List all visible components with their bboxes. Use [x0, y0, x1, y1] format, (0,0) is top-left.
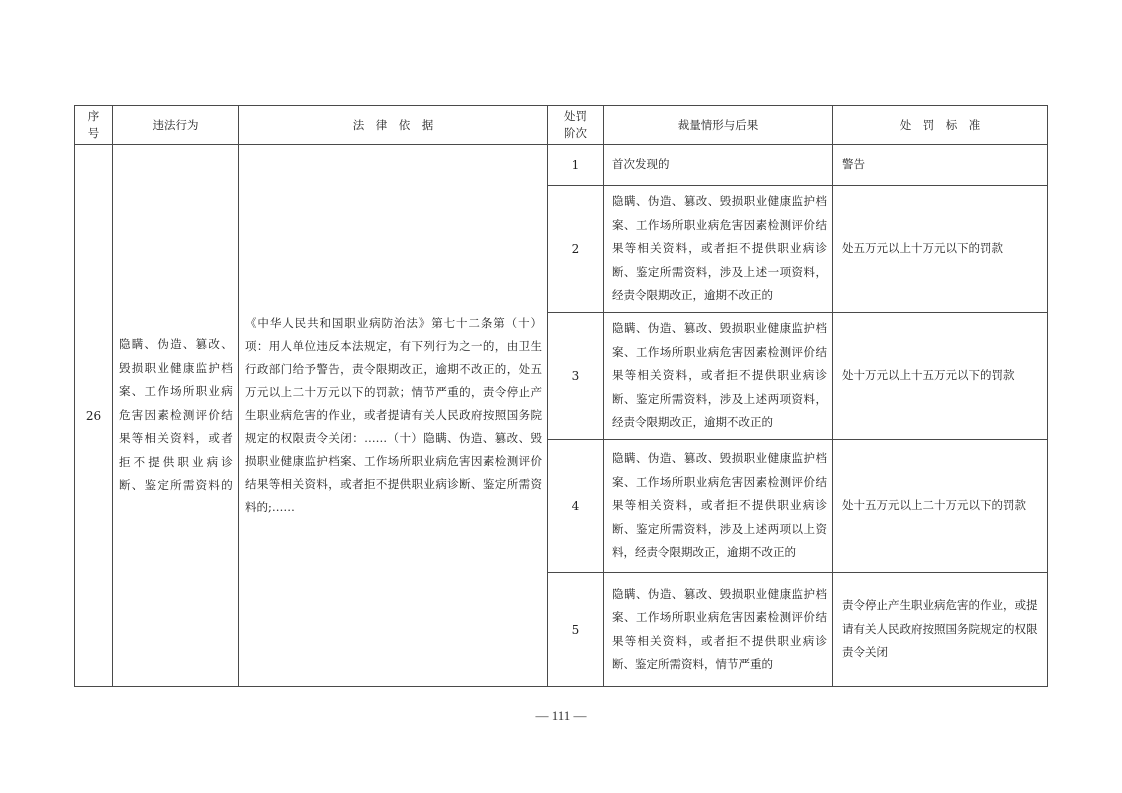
stage-number: 1 [548, 145, 604, 186]
stage-circumstances: 隐瞒、伪造、篡改、毁损职业健康监护档案、工作场所职业病危害因素检测评价结果等相关资料，或者拒不提供职业病诊断、鉴定所需资料，情节严重的 [604, 573, 833, 687]
table-row [75, 145, 1048, 186]
stage-standard: 警告 [833, 145, 1048, 186]
stage-standard: 处五万元以上十万元以下的罚款 [833, 186, 1048, 313]
stage-standard: 处十五万元以上二十万元以下的罚款 [833, 440, 1048, 573]
entry-seq: 26 [75, 145, 113, 687]
penalty-standards-table [74, 105, 1048, 687]
header-stage: 处罚 阶次 [548, 106, 604, 145]
stage-number: 2 [548, 186, 604, 313]
stage-standard: 处十万元以上十五万元以下的罚款 [833, 313, 1048, 440]
stage-number: 4 [548, 440, 604, 573]
header-seq: 序 号 [75, 106, 113, 145]
entry-legal-basis: 《中华人民共和国职业病防治法》第七十二条第（十）项：用人单位违反本法规定，有下列行为之一的，由卫生行政部门给予警告，责令限期改正，逾期不改正的，处五万元以上二十万元以下的罚款；情节严重的，责令停止产生职业病危害的作业，或者提请有关人民政府按照国务院规定的权限责令关闭：……（十）隐瞒、伪造、篡改、毁损职业健康监护档案、工作场所职业病危害因素检测评价结果等相关资料，或者拒不提供职业病诊断、鉴定所需资料的;…… [239, 145, 548, 687]
table-header-row [75, 106, 1048, 145]
header-standard: 处 罚 标 准 [833, 106, 1048, 145]
stage-number: 3 [548, 313, 604, 440]
page-number: — 111 — [535, 708, 587, 723]
stage-number: 5 [548, 573, 604, 687]
header-circumstances: 裁量情形与后果 [604, 106, 833, 145]
stage-circumstances: 隐瞒、伪造、篡改、毁损职业健康监护档案、工作场所职业病危害因素检测评价结果等相关资料，或者拒不提供职业病诊断、鉴定所需资料，涉及上述一项资料，经责令限期改正，逾期不改正的 [604, 186, 833, 313]
stage-circumstances: 隐瞒、伪造、篡改、毁损职业健康监护档案、工作场所职业病危害因素检测评价结果等相关资料，或者拒不提供职业病诊断、鉴定所需资料，涉及上述两项以上资料，经责令限期改正，逾期不改正的 [604, 440, 833, 573]
header-violation: 违法行为 [113, 106, 239, 145]
stage-circumstances: 隐瞒、伪造、篡改、毁损职业健康监护档案、工作场所职业病危害因素检测评价结果等相关资料，或者拒不提供职业病诊断、鉴定所需资料，涉及上述两项资料，经责令限期改正，逾期不改正的 [604, 313, 833, 440]
stage-circumstances: 首次发现的 [604, 145, 833, 186]
entry-violation: 隐瞒、伪造、篡改、毁损职业健康监护档案、工作场所职业病危害因素检测评价结果等相关资料，或者拒不提供职业病诊断、鉴定所需资料的 [113, 145, 239, 687]
header-legal-basis: 法 律 依 据 [239, 106, 548, 145]
stage-standard: 责令停止产生职业病危害的作业，或提请有关人民政府按照国务院规定的权限责令关闭 [833, 573, 1048, 687]
